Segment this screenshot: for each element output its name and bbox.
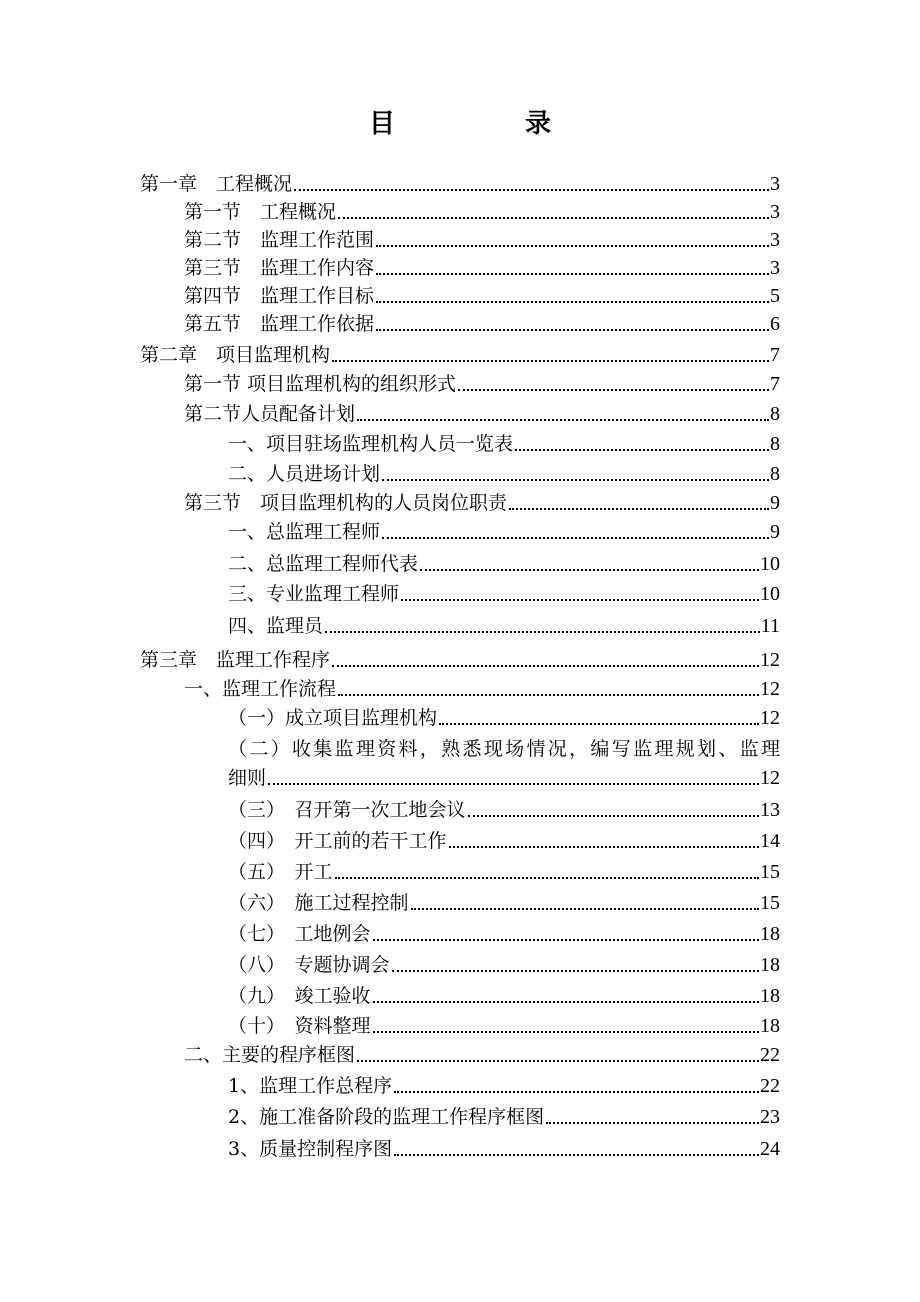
toc-page-number: 7 <box>770 344 780 366</box>
toc-dot-leader <box>394 1091 759 1093</box>
page-title: 目 录 <box>368 109 603 139</box>
toc-entry-label: 第三节 监理工作内容 <box>184 257 375 279</box>
toc-page-number: 18 <box>760 1015 780 1037</box>
toc-dot-leader <box>376 301 769 303</box>
toc-dot-leader <box>376 245 769 247</box>
toc-dot-leader <box>509 508 769 510</box>
toc-page-number: 3 <box>770 173 780 195</box>
toc-entry-label: （十） 资料整理 <box>228 1015 371 1037</box>
toc-entry[interactable] <box>228 951 780 979</box>
toc-entry-label: 细则 <box>228 767 267 789</box>
toc-dot-leader <box>357 419 769 421</box>
toc-entry-label: 第三节 项目监理机构的人员岗位职责 <box>184 492 508 514</box>
toc-entry-label: （一）成立项目监理机构 <box>228 707 438 729</box>
toc-entry[interactable] <box>140 341 780 369</box>
toc-dot-leader <box>546 1122 759 1124</box>
toc-page-number: 12 <box>760 767 780 789</box>
toc-page-number: 18 <box>760 923 780 945</box>
toc-entry-label: 第一节 项目监理机构的组织形式 <box>184 373 457 395</box>
toc-page-number: 18 <box>760 954 780 976</box>
toc-entry-label: 1、监理工作总程序 <box>228 1075 393 1097</box>
toc-entry-label: 第一章 工程概况 <box>140 173 293 195</box>
toc-entry[interactable] <box>228 518 780 546</box>
toc-entry[interactable] <box>228 920 780 948</box>
toc-entry[interactable] <box>228 827 780 855</box>
toc-entry[interactable] <box>228 858 780 886</box>
toc-dot-leader <box>332 360 769 362</box>
toc-page-number: 8 <box>770 463 780 485</box>
toc-entry[interactable] <box>228 764 780 792</box>
toc-page-number: 3 <box>770 257 780 279</box>
toc-page-number: 18 <box>760 985 780 1007</box>
toc-entry[interactable] <box>228 460 780 488</box>
toc-entry[interactable] <box>228 889 780 917</box>
toc-dot-leader <box>373 1001 759 1003</box>
toc-page-number: 22 <box>760 1075 780 1097</box>
toc-page-number: 11 <box>760 615 780 637</box>
toc-entry[interactable] <box>184 400 780 428</box>
toc-entry[interactable] <box>184 489 780 517</box>
toc-page-number: 9 <box>770 492 780 514</box>
toc-entry[interactable] <box>228 612 780 640</box>
toc-page-number: 15 <box>760 892 780 914</box>
toc-entry-label: 第四节 监理工作目标 <box>184 285 375 307</box>
toc-entry-label: 二、主要的程序框图 <box>184 1044 356 1066</box>
toc-entry[interactable] <box>228 1135 780 1163</box>
toc-dot-leader <box>373 1031 759 1033</box>
toc-dot-leader <box>268 783 759 785</box>
toc-dot-leader <box>338 694 759 696</box>
toc-entry-label: 第二节人员配备计划 <box>184 403 356 425</box>
toc-dot-leader <box>294 189 769 191</box>
toc-dot-leader <box>373 939 759 941</box>
toc-dot-leader <box>458 389 769 391</box>
toc-entry[interactable] <box>228 1103 780 1131</box>
toc-dot-leader <box>332 665 759 667</box>
toc-page-number: 12 <box>760 678 780 700</box>
toc-dot-leader <box>515 449 769 451</box>
toc-entry-label: 一、总监理工程师 <box>228 521 381 543</box>
toc-entry-label: 四、监理员 <box>228 615 324 637</box>
toc-entry-label: 二、人员进场计划 <box>228 463 381 485</box>
toc-entry-label: （九） 竣工验收 <box>228 985 371 1007</box>
toc-page-number: 22 <box>760 1044 780 1066</box>
toc-entry-label: 第二节 监理工作范围 <box>184 229 375 251</box>
toc-entry[interactable] <box>228 982 780 1010</box>
toc-dot-leader <box>376 273 769 275</box>
toc-entry-label: 2、施工准备阶段的监理工作程序框图 <box>228 1106 545 1128</box>
toc-page-number: 23 <box>760 1106 780 1128</box>
toc-page-number: 12 <box>760 649 780 671</box>
toc-page-number: 3 <box>770 201 780 223</box>
toc-dot-leader <box>468 815 759 817</box>
toc-entry[interactable] <box>228 1012 780 1040</box>
toc-page-number: 24 <box>760 1138 780 1160</box>
toc-page-number: 9 <box>770 521 780 543</box>
toc-entry-label: 第五节 监理工作依据 <box>184 313 375 335</box>
toc-entry-label: （六） 施工过程控制 <box>228 892 409 914</box>
toc-entry[interactable] <box>228 704 780 732</box>
toc-dot-leader <box>394 1154 759 1156</box>
toc-entry[interactable] <box>228 1072 780 1100</box>
toc-entry[interactable] <box>184 198 780 226</box>
toc-entry[interactable] <box>228 580 780 608</box>
toc-entry-label: 第三章 监理工作程序 <box>140 649 331 671</box>
toc-entry-label-line: （二）收集监理资料，熟悉现场情况，编写监理规划、监理 <box>228 738 780 760</box>
toc-entry-label: （八） 专题协调会 <box>228 954 390 976</box>
toc-entry[interactable] <box>184 254 780 282</box>
toc-dot-leader <box>335 877 759 879</box>
toc-page-number: 3 <box>770 229 780 251</box>
toc-entry-label: 第一节 工程概况 <box>184 201 337 223</box>
toc-entry-label: 一、项目驻场监理机构人员一览表 <box>228 433 514 455</box>
toc-dot-leader <box>325 631 760 633</box>
toc-page-number: 14 <box>760 830 780 852</box>
toc-entry-label: （五） 开工 <box>228 861 333 883</box>
toc-dot-leader <box>439 723 759 725</box>
toc-dot-leader <box>392 970 759 972</box>
toc-entry[interactable] <box>228 550 780 578</box>
toc-page-number: 7 <box>770 373 780 395</box>
toc-entry-label: 三、专业监理工程师 <box>228 583 400 605</box>
toc-entry[interactable] <box>184 226 780 254</box>
toc-dot-leader <box>401 599 759 601</box>
toc-dot-leader <box>382 537 769 539</box>
toc-entry-label: 3、质量控制程序图 <box>228 1138 393 1160</box>
toc-entry[interactable] <box>140 646 780 674</box>
toc-dot-leader <box>411 908 759 910</box>
toc-page-number: 8 <box>770 433 780 455</box>
toc-page-number: 12 <box>760 707 780 729</box>
toc-dot-leader <box>382 479 769 481</box>
toc-entry[interactable] <box>184 310 780 338</box>
toc-dot-leader <box>449 846 759 848</box>
toc-entry-label: （四） 开工前的若干工作 <box>228 830 447 852</box>
toc-page-number: 15 <box>760 861 780 883</box>
toc-page-number: 6 <box>770 313 780 335</box>
toc-entry-label: （三） 召开第一次工地会议 <box>228 799 466 821</box>
toc-entry-label: （七） 工地例会 <box>228 923 371 945</box>
toc-page-number: 8 <box>770 403 780 425</box>
toc-entry-label: 一、监理工作流程 <box>184 678 337 700</box>
toc-entry[interactable] <box>184 370 780 398</box>
toc-entry[interactable] <box>228 430 780 458</box>
toc-entry[interactable] <box>184 675 780 703</box>
toc-entry-label: 第二章 项目监理机构 <box>140 344 331 366</box>
toc-dot-leader <box>376 329 769 331</box>
toc-entry[interactable] <box>184 282 780 310</box>
toc-page-number: 10 <box>760 583 780 605</box>
toc-dot-leader <box>338 217 769 219</box>
toc-entry[interactable] <box>140 170 780 198</box>
toc-page-number: 13 <box>760 799 780 821</box>
toc-entry-label: 二、总监理工程师代表 <box>228 553 419 575</box>
toc-entry[interactable] <box>184 1041 780 1069</box>
toc-dot-leader <box>357 1060 759 1062</box>
toc-page-number: 5 <box>770 285 780 307</box>
toc-page-number: 10 <box>760 553 780 575</box>
toc-dot-leader <box>420 569 759 571</box>
toc-entry[interactable] <box>228 796 780 824</box>
